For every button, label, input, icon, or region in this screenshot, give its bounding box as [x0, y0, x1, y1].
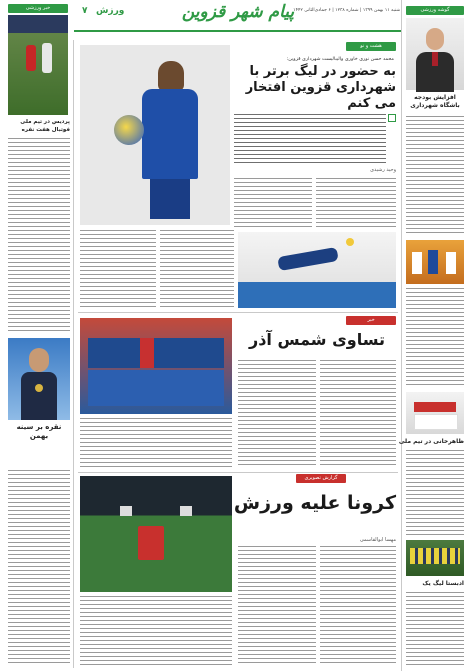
- middle-body-center: [238, 360, 316, 468]
- volleyball-action-photo: [238, 232, 396, 308]
- publication-logo: پیام شهر قزوین: [181, 2, 295, 22]
- right-story2-title: ظاهرخانی در تیم ملی: [398, 438, 464, 445]
- stadium-photo: [80, 476, 232, 592]
- lead-headline: به حضور در لیگ برتر با شهرداری قزوین افتخار می کنم: [245, 64, 396, 111]
- page-number: ۷: [82, 6, 88, 16]
- medalist-photo: [8, 338, 70, 420]
- official-portrait: [406, 18, 464, 90]
- lead-body-left: [234, 178, 312, 228]
- left-photo-title: پردیس در تیم ملی فوتبال هفت نفره: [20, 119, 70, 133]
- masthead: [0, 0, 470, 40]
- right-story1-title: افزایش بودجه باشگاه شهرداری: [410, 94, 460, 109]
- team-flag-photo: [406, 392, 464, 434]
- middle-body-right: [320, 360, 396, 468]
- meta-line: شنبه ۱۱ بهمن ۱۳۹۹ | شماره ۱۲۳۸ | ۶ جمادی‌الثانی ۱۴۴۲: [293, 8, 400, 13]
- right-text-1: [406, 116, 464, 236]
- middle-headline: تساوی شمس آذر: [248, 330, 386, 349]
- lead-body-lower-mid: [160, 230, 234, 308]
- section-label: ورزش: [96, 6, 125, 16]
- right-text-2: [406, 288, 464, 388]
- lead-kicker: محمد حسن نوری خاوری والیبالیست شهرداری قزوین:: [286, 57, 394, 62]
- futsal-photo: [406, 240, 464, 284]
- team-photo: [80, 318, 232, 414]
- masthead-rule: [74, 30, 402, 32]
- bottom-body-right: [320, 546, 396, 666]
- football-photo: [8, 15, 68, 115]
- bottom-headline: کرونا علیه ورزش: [233, 492, 396, 514]
- lead-tag: هشت و نو: [346, 42, 396, 51]
- lower-photo-title: نقره بر سینه بهمن: [16, 423, 62, 440]
- bottom-body-left: [80, 596, 232, 666]
- lead-body-right: [316, 178, 396, 228]
- lead-body-lower-left: [80, 230, 156, 308]
- left-text-block-1: [8, 138, 70, 334]
- middle-body-left: [80, 418, 232, 468]
- lead-intro: [234, 114, 386, 166]
- volleyball-player-photo: [80, 45, 230, 225]
- right-story3-title: ادبستا لیگ یک: [422, 580, 464, 587]
- bottom-byline: مهسا ابوالقاسمی: [359, 537, 396, 543]
- right-column-tag: گوشه ورزشی: [406, 6, 464, 15]
- lead-byline: وحید رشیدی: [370, 167, 396, 173]
- bottom-tag: گزارش تصویری: [296, 474, 346, 483]
- left-text-block-2: [8, 470, 70, 666]
- right-text-3: [406, 450, 464, 536]
- left-column-tag: خبر ورزشی: [8, 4, 68, 13]
- right-text-4: [406, 592, 464, 666]
- middle-tag: خبر: [346, 316, 396, 325]
- lineup-photo: [406, 540, 464, 576]
- bottom-body-center: [238, 546, 316, 666]
